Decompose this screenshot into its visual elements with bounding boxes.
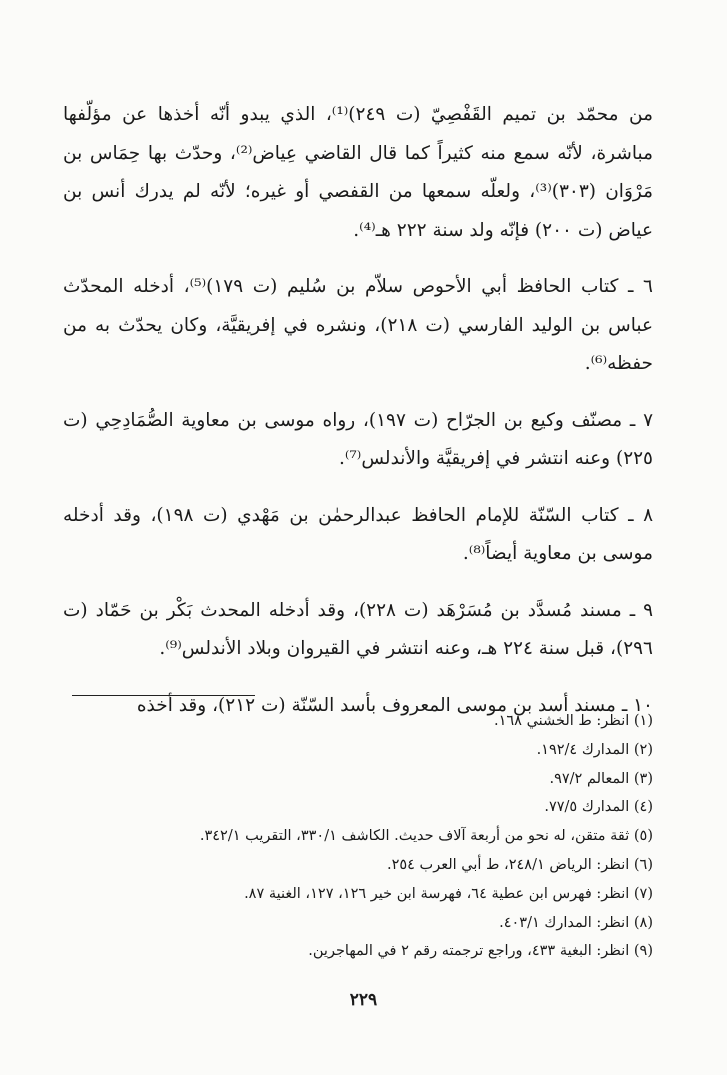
footnote-6: (٦) انظر: الرياض ٢٤٨/١، ط أبي العرب ٢٥٤. [386, 856, 653, 873]
paragraph-6: ١٠ ـ مسند أسد بن موسى المعروف بأسد السّنّة (ت ٢١٢)، وقد أخذه [136, 694, 653, 716]
page-number: ٢٢٩ [349, 990, 378, 1010]
paragraph-4: ٨ ـ كتاب السّنّة للإمام الحافظ عبدالرحمٰن بن مَهْدي (ت ١٩٨)، وقد أدخله موسى بن معاوية أيضاً⁽⁸⁾. [63, 504, 653, 564]
paragraph-3: ٧ ـ مصنّف وكيع بن الجرّاح (ت ١٩٧)، رواه موسى بن معاوية الصُّمَادِحِي (ت ٢٢٥) وعنه انتشر في إفريقيَّة والأندلس⁽⁷⁾. [63, 409, 653, 469]
paragraph-5: ٩ ـ مسند مُسدَّد بن مُسَرْهَد (ت ٢٢٨)، وقد أدخله المحدث بَكْر بن حَمّاد (ت ٢٩٦)، قبل سنة ٢٢٤ هـ، وعنه انتشر في القيروان وبلاد الأندلس⁽⁹⁾. [63, 599, 654, 659]
main-text [63, 96, 653, 743]
footnote-5: (٥) ثقة متقن، له نحو من أربعة آلاف حديث. الكاشف ٣٣٠/١، التقريب ٣٤٢/١. [199, 828, 653, 845]
paragraph-1: من محمّد بن تميم القَفْصِيّ (ت ٢٤٩)⁽¹⁾، الذي يبدو أنّه أخذها عن مؤلّفها مباشرة، لأنّه سمع منه كثيراً كما قال القاضي عِياض⁽²⁾، وحدّث بها حِمَاس بن مَرْوَان (٣٠٣)⁽³⁾، ولعلّه سمعها من القفصي أو غيره؛ لأنّه لم يدرك أنس بن عياض (ت ٢٠٠) فإنّه ولد سنة ٢٢٢ هـ⁽⁴⁾. [63, 104, 653, 241]
footnote-8: (٨) انظر: المدارك ٤٠٣/١. [499, 914, 653, 931]
footnote-4: (٤) المدارك ٧٧/٥. [544, 799, 653, 816]
footnote-9: (٩) انظر: البغية ٤٣٣، وراجع ترجمته رقم ٢ في المهاجرين. [308, 943, 653, 960]
footnote-7: (٧) انظر: فهرس ابن عطية ٦٤، فهرسة ابن خير ١٢٦، ١٢٧، الغنية ٨٧. [244, 885, 653, 902]
footnote-1: (١) انظر: ط الخشني ١٦٨. [493, 713, 653, 729]
paragraph-2: ٦ ـ كتاب الحافظ أبي الأحوص سلاّم بن سُليم (ت ١٧٩)⁽⁵⁾، أدخله المحدّث عباس بن الوليد الفارسي (ت ٢١٨)، ونشره في إفريقيَّة، وكان يحدّث به من حفظه⁽⁶⁾. [63, 276, 654, 374]
footnote-2: (٢) المدارك ١٩٢/٤. [536, 741, 653, 758]
footnote-3: (٣) المعالم ٩٧/٢. [549, 770, 653, 787]
footnote-separator [72, 695, 255, 696]
footnotes [63, 707, 653, 966]
